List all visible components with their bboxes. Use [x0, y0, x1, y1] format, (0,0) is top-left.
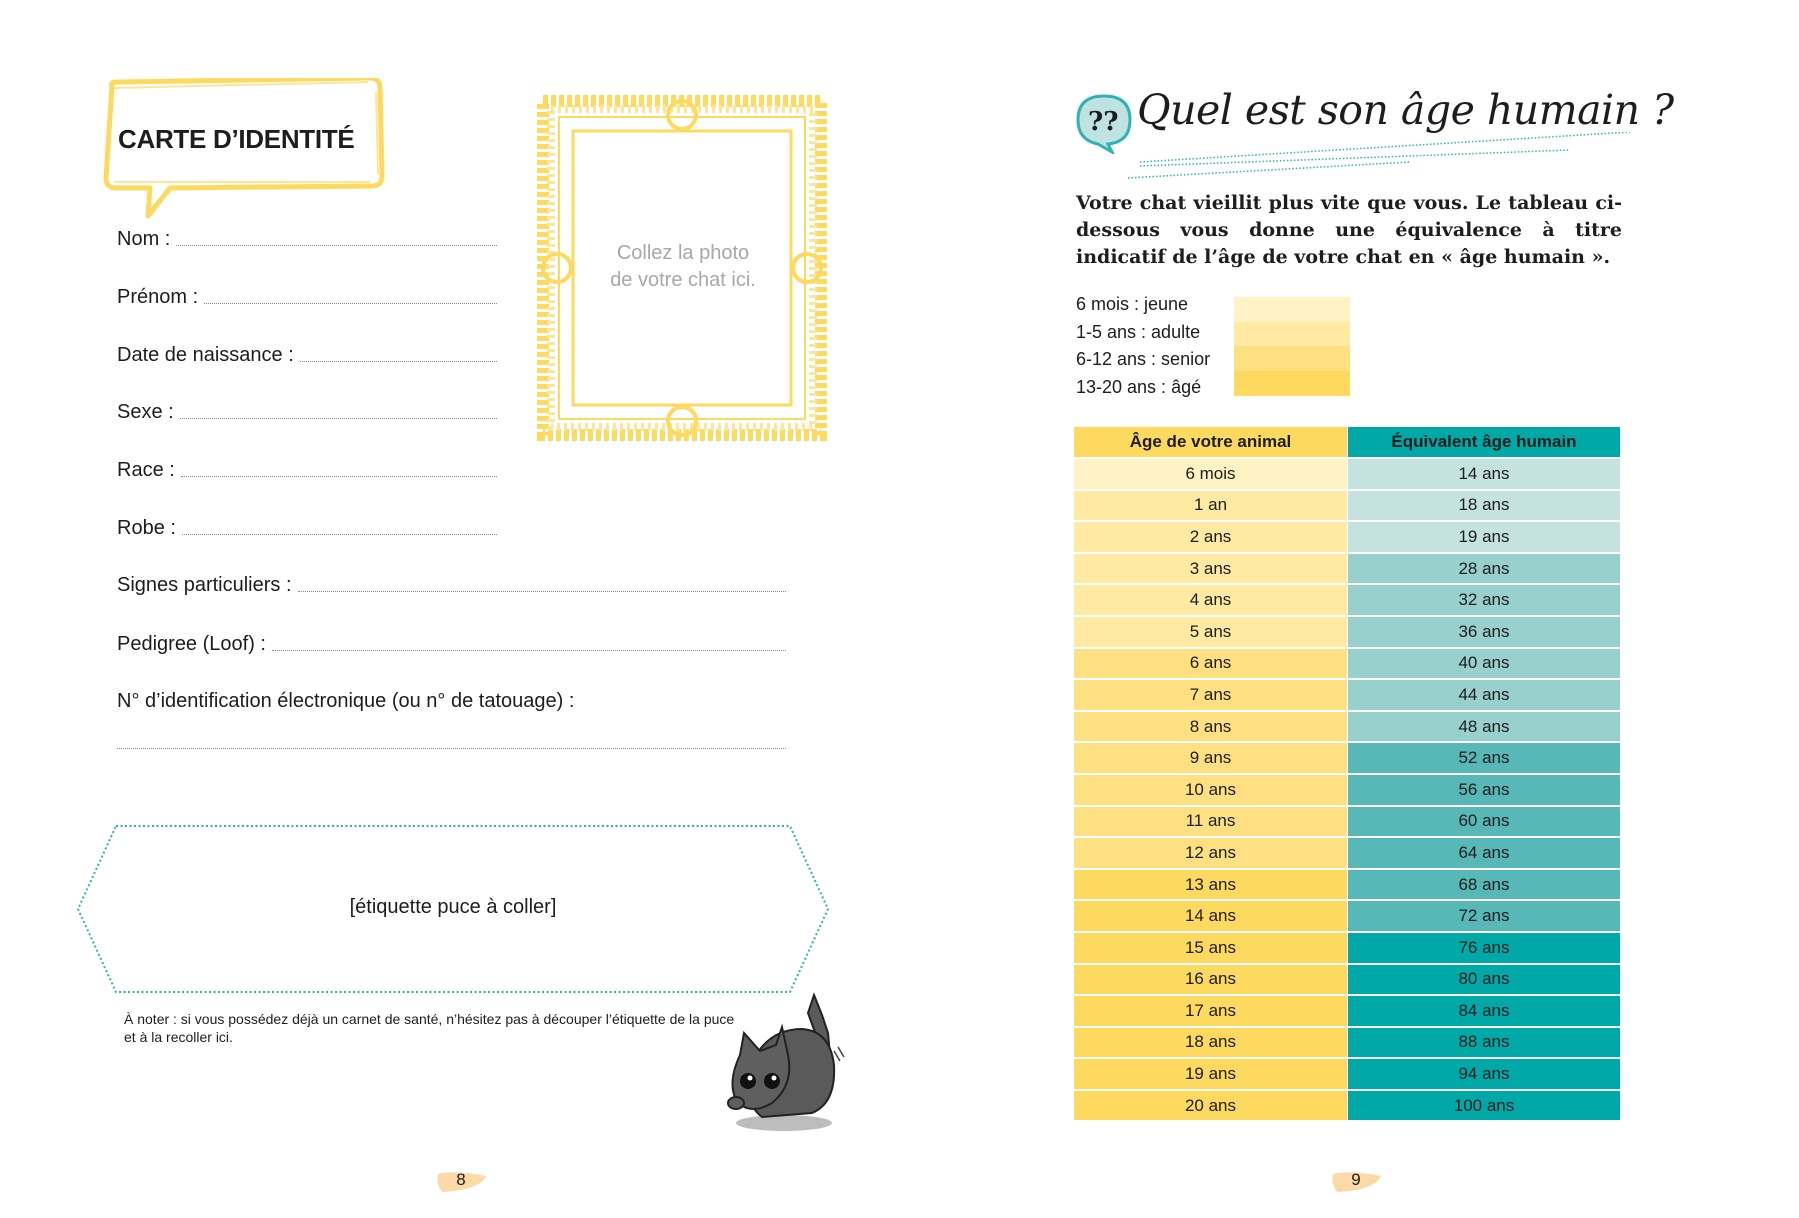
table-row	[1074, 553, 1620, 585]
question-marks: ??	[1088, 107, 1119, 137]
cell-animal-age: 19 ans	[1074, 1058, 1348, 1090]
note-text: À noter : si vous possédez déjà un carnet de santé, n’hésitez pas à découper l’étiquette de la puce et à la recoller ici.	[124, 1011, 735, 1045]
cell-human-age: 40 ans	[1348, 648, 1621, 680]
photo-placeholder-line: Collez la photo	[616, 242, 750, 264]
cell-animal-age: 5 ans	[1074, 616, 1348, 648]
field-label: Pedigree (Loof) :	[117, 633, 266, 655]
cell-animal-age: 4 ans	[1074, 584, 1348, 616]
field-label: Date de naissance :	[117, 344, 294, 366]
table-row	[1074, 774, 1620, 806]
title-underline-decoration	[1110, 132, 1630, 182]
cell-animal-age: 17 ans	[1074, 995, 1348, 1027]
page-number: 9	[1351, 1170, 1361, 1189]
cell-animal-age: 16 ans	[1074, 964, 1348, 996]
dotted-input-line[interactable]	[300, 361, 497, 362]
cell-animal-age: 7 ans	[1074, 679, 1348, 711]
table-row	[1074, 869, 1620, 901]
table-row	[1074, 742, 1620, 774]
field-label: Prénom :	[117, 286, 199, 308]
cell-animal-age: 6 mois	[1074, 458, 1348, 490]
field-nom[interactable]	[117, 226, 497, 252]
cell-human-age: 14 ans	[1348, 458, 1621, 490]
table-header-row	[1074, 427, 1620, 458]
table-row	[1074, 1058, 1620, 1090]
cell-human-age: 88 ans	[1348, 1027, 1621, 1059]
table-row	[1074, 900, 1620, 932]
cell-animal-age: 2 ans	[1074, 521, 1348, 553]
page-number: 8	[456, 1170, 466, 1189]
table-row	[1074, 932, 1620, 964]
table-row	[1074, 1090, 1620, 1121]
cell-human-age: 76 ans	[1348, 932, 1621, 964]
column-header-human: Équivalent âge humain	[1348, 427, 1621, 458]
column-header-animal: Âge de votre animal	[1074, 427, 1348, 458]
dotted-input-line[interactable]	[298, 591, 786, 592]
cell-animal-age: 12 ans	[1074, 837, 1348, 869]
cell-animal-age: 14 ans	[1074, 900, 1348, 932]
page-number-right	[1329, 1166, 1383, 1196]
age-equivalence-table	[1074, 427, 1620, 1120]
cell-human-age: 56 ans	[1348, 774, 1621, 806]
cell-human-age: 32 ans	[1348, 584, 1621, 616]
legend-swatch-adulte	[1234, 322, 1350, 347]
cat-illustration-icon	[722, 985, 852, 1135]
cell-human-age: 52 ans	[1348, 742, 1621, 774]
field-date-naissance[interactable]	[117, 342, 497, 368]
field-sexe[interactable]	[117, 399, 497, 425]
cell-human-age: 36 ans	[1348, 616, 1621, 648]
field-race[interactable]	[117, 457, 497, 483]
legend-swatch-age	[1234, 371, 1350, 396]
table-row	[1074, 964, 1620, 996]
table-row	[1074, 616, 1620, 648]
field-robe[interactable]	[117, 515, 497, 541]
chip-label-text: [étiquette puce à coller]	[349, 896, 557, 918]
table-row	[1074, 458, 1620, 490]
dotted-input-line[interactable]	[181, 476, 497, 477]
cell-human-age: 64 ans	[1348, 837, 1621, 869]
field-label: Signes particuliers :	[117, 574, 292, 596]
cell-animal-age: 18 ans	[1074, 1027, 1348, 1059]
field-label: N° d’identification électronique (ou n° de tatouage) :	[117, 690, 575, 712]
field-identification	[117, 688, 786, 714]
intro-paragraph: Votre chat vieillit plus vite que vous. Le tableau ci-dessous vous donne une équivalence à titre indicatif de l’âge de votre chat en « âge humain ».	[1076, 192, 1622, 268]
legend-swatch-senior	[1234, 346, 1350, 371]
cell-animal-age: 8 ans	[1074, 711, 1348, 743]
table-row	[1074, 837, 1620, 869]
legend-swatch	[1234, 297, 1350, 396]
field-signes-particuliers[interactable]	[117, 572, 786, 598]
cell-human-age: 19 ans	[1348, 521, 1621, 553]
cell-human-age: 72 ans	[1348, 900, 1621, 932]
photo-placeholder-text	[590, 240, 776, 294]
cell-human-age: 60 ans	[1348, 806, 1621, 838]
cell-animal-age: 1 an	[1074, 490, 1348, 522]
dotted-input-line[interactable]	[204, 303, 497, 304]
table-row	[1074, 806, 1620, 838]
cell-human-age: 44 ans	[1348, 679, 1621, 711]
cell-human-age: 80 ans	[1348, 964, 1621, 996]
field-label: Race :	[117, 459, 175, 481]
cell-human-age: 48 ans	[1348, 711, 1621, 743]
cell-animal-age: 6 ans	[1074, 648, 1348, 680]
legend-label: 6-12 ans : senior	[1076, 349, 1211, 370]
page-number-left	[434, 1166, 488, 1196]
field-label: Nom :	[117, 228, 171, 250]
cell-animal-age: 9 ans	[1074, 742, 1348, 774]
cell-human-age: 100 ans	[1348, 1090, 1621, 1121]
page-title: Quel est son âge humain ?	[1137, 86, 1674, 134]
legend-label: 6 mois : jeune	[1076, 294, 1189, 314]
page-title: CARTE D’IDENTITÉ	[118, 124, 355, 154]
table-row	[1074, 995, 1620, 1027]
cell-human-age: 68 ans	[1348, 869, 1621, 901]
cell-animal-age: 10 ans	[1074, 774, 1348, 806]
age-legend	[1076, 291, 1210, 401]
legend-swatch-jeune	[1234, 297, 1350, 322]
table-row	[1074, 1027, 1620, 1059]
table-row	[1074, 521, 1620, 553]
legend-label: 13-20 ans : âgé	[1076, 376, 1202, 397]
dotted-input-line[interactable]	[182, 534, 497, 535]
table-row	[1074, 584, 1620, 616]
photo-placeholder-line: de votre chat ici.	[610, 269, 756, 291]
cell-animal-age: 20 ans	[1074, 1090, 1348, 1121]
table-row	[1074, 648, 1620, 680]
cell-human-age: 84 ans	[1348, 995, 1621, 1027]
table-body	[1074, 458, 1620, 1120]
cell-human-age: 28 ans	[1348, 553, 1621, 585]
cell-animal-age: 3 ans	[1074, 553, 1348, 585]
field-pedigree[interactable]	[117, 631, 786, 657]
cell-human-age: 18 ans	[1348, 490, 1621, 522]
cell-animal-age: 15 ans	[1074, 932, 1348, 964]
cell-human-age: 94 ans	[1348, 1058, 1621, 1090]
field-label: Sexe :	[117, 401, 174, 423]
table-row	[1074, 679, 1620, 711]
dotted-input-line[interactable]	[176, 245, 497, 246]
cell-animal-age: 13 ans	[1074, 869, 1348, 901]
dotted-input-line[interactable]	[272, 650, 786, 651]
table-row	[1074, 490, 1620, 522]
field-label: Robe :	[117, 517, 176, 539]
cell-animal-age: 11 ans	[1074, 806, 1348, 838]
dotted-input-line[interactable]	[180, 418, 497, 419]
field-prenom[interactable]	[117, 284, 497, 310]
table-row	[1074, 711, 1620, 743]
dotted-input-line[interactable]	[117, 748, 786, 749]
legend-label: 1-5 ans : adulte	[1076, 321, 1201, 342]
